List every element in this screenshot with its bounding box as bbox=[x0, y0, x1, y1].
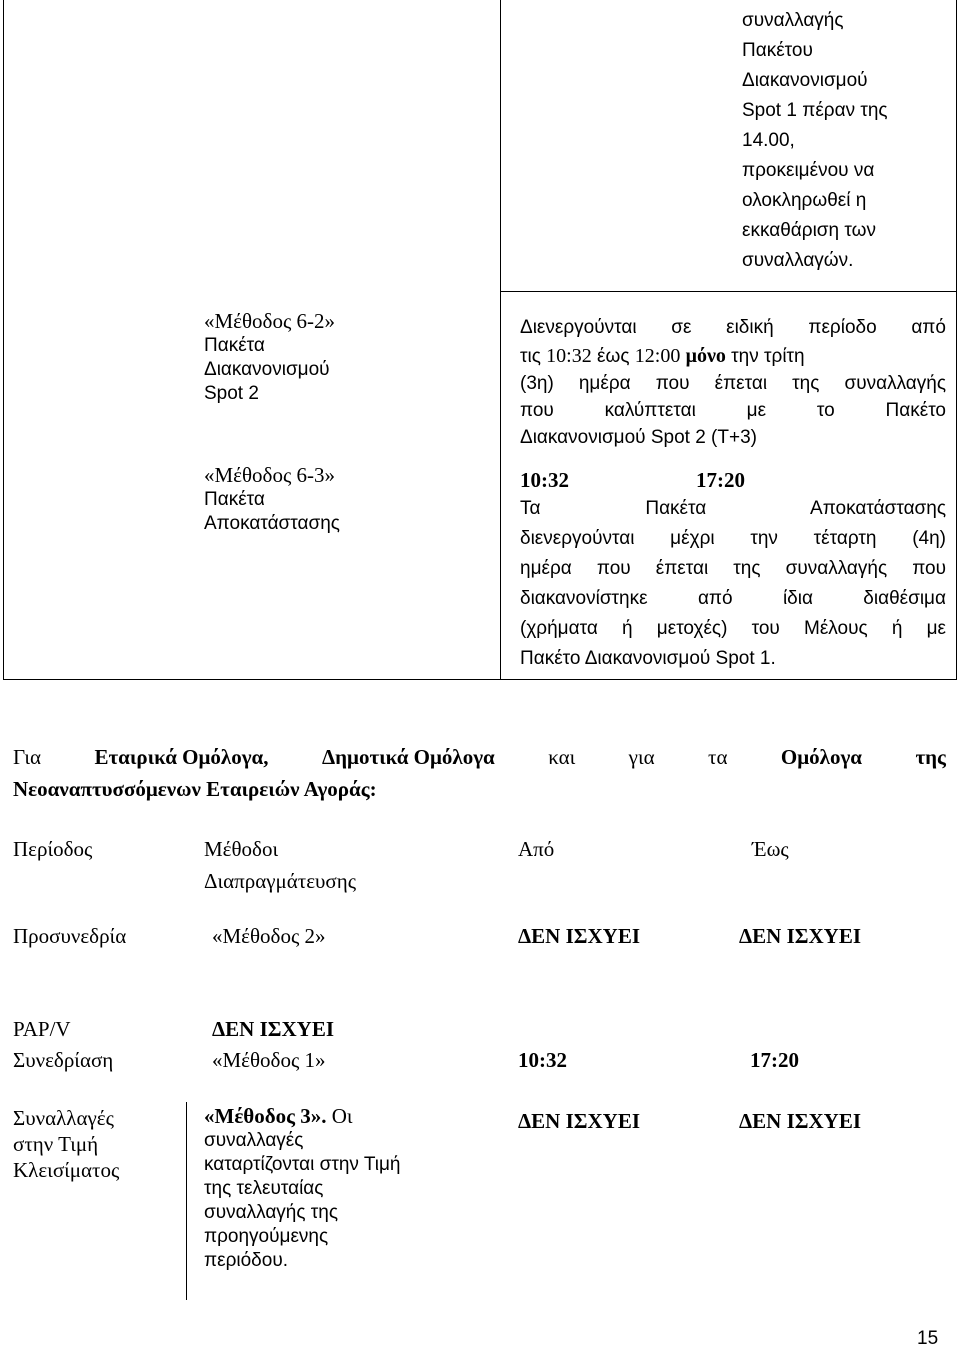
text-line: Διενεργούνται σε ειδική περίοδο από bbox=[520, 317, 946, 338]
text-line: Spot 1 πέραν της bbox=[742, 100, 888, 121]
row-close-to: ΔΕΝ ΙΣΧΥΕΙ bbox=[739, 1109, 862, 1133]
text-line: συναλλαγών. bbox=[742, 250, 854, 271]
text-line: Πακέτο Διακανονισμού Spot 1. bbox=[520, 648, 776, 669]
row-pre-to: ΔΕΝ ΙΣΧΥΕΙ bbox=[739, 924, 862, 948]
text-line: διενεργούνται μέχρι την τέταρτη (4η) bbox=[520, 528, 946, 549]
text-line: 14.00, bbox=[742, 130, 795, 151]
text-line: εκκαθάριση των bbox=[742, 220, 876, 241]
text-line: Πακέτα bbox=[204, 489, 265, 510]
text-line: Διακανονισμού Spot 2 (T+3) bbox=[520, 427, 757, 448]
text-line: τις 10:32 έως 12:00 μόνο την τρίτη bbox=[520, 345, 805, 367]
row-session-from: 10:32 bbox=[518, 1048, 567, 1072]
bonds-heading-line-1: Για Εταιρικά Ομόλογα, Δημοτικά Ομόλογα και για τα Ομόλογα της bbox=[13, 745, 946, 769]
header-from: Από bbox=[518, 837, 555, 861]
row-session-to: 17:20 bbox=[750, 1048, 799, 1072]
row-papv-value: ΔΕΝ ΙΣΧΥΕΙ bbox=[212, 1017, 335, 1041]
header-methods: Μέθοδοι Διαπραγμάτευσης bbox=[204, 837, 357, 893]
text-line: συναλλαγής bbox=[742, 10, 844, 31]
text-line: Πακέτου bbox=[742, 40, 813, 61]
text-line: Πακέτα bbox=[204, 335, 265, 356]
text-line: που καλύπτεται με το Πακέτο bbox=[520, 400, 946, 421]
time-to: 17:20 bbox=[696, 468, 745, 492]
row-pre-method: «Μέθοδος 2» bbox=[212, 924, 326, 948]
header-to: Έως bbox=[752, 837, 789, 861]
row-close-period: Συναλλαγές στην Τιμή Κλεισίματος bbox=[13, 1106, 120, 1182]
row-session-method: «Μέθοδος 1» bbox=[212, 1048, 326, 1072]
text-line: ημέρα που έπεται της συναλλαγής που bbox=[520, 558, 946, 579]
text-line: Spot 2 bbox=[204, 383, 259, 404]
row-papv-period: PAP/V bbox=[13, 1017, 71, 1041]
method-title: «Μέθοδος 6-3» bbox=[204, 463, 336, 487]
row-session-period: Συνεδρίαση bbox=[13, 1048, 114, 1072]
text-line: Διακανονισμού bbox=[204, 359, 330, 380]
row-close-from: ΔΕΝ ΙΣΧΥΕΙ bbox=[518, 1109, 641, 1133]
text-line: Τα Πακέτα Αποκατάστασης bbox=[520, 498, 946, 519]
header-period: Περίοδος bbox=[13, 837, 93, 861]
row-close-method: «Μέθοδος 3». Οι συναλλαγές καταρτίζονται στην Τιμή της τελευταίας συναλλαγής της προηγούμενης περιόδου. bbox=[204, 1104, 401, 1271]
text-line: προκειμένου να bbox=[742, 160, 875, 181]
bonds-heading-line-2: Νεοαναπτυσσόμενων Εταιρειών Αγοράς: bbox=[13, 777, 377, 801]
text-line: (χρήματα ή μετοχές) του Μέλους ή με bbox=[520, 618, 946, 639]
row-close-divider bbox=[186, 1102, 187, 1300]
method-title: «Μέθοδος 6-2» bbox=[204, 309, 336, 333]
text-line: ολοκληρωθεί η bbox=[742, 190, 867, 211]
text-line: Αποκατάστασης bbox=[204, 513, 340, 534]
text-line: Διακανονισμού bbox=[742, 70, 868, 91]
time-from: 10:32 bbox=[520, 468, 569, 492]
text-line: διακανονίστηκε από ίδια διαθέσιμα bbox=[520, 588, 946, 609]
row-pre-period: Προσυνεδρία bbox=[13, 924, 127, 948]
page-number: 15 bbox=[917, 1328, 939, 1349]
row-pre-from: ΔΕΝ ΙΣΧΥΕΙ bbox=[518, 924, 641, 948]
text-line: (3η) ημέρα που έπεται της συναλλαγής bbox=[520, 373, 946, 394]
